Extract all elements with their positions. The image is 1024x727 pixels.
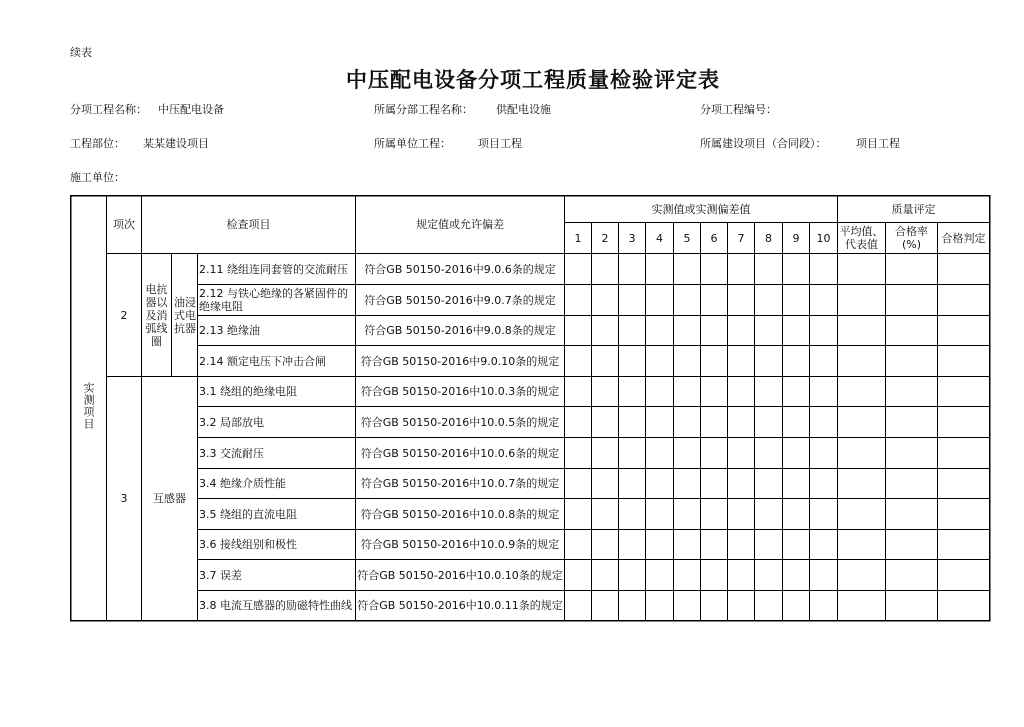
site-label: 工程部位： <box>70 137 125 150</box>
group2-no: 2 <box>120 308 128 322</box>
group2-category: 电抗器以及消弧线圈 <box>145 282 168 348</box>
measured-col-header: 7 <box>737 231 745 245</box>
spec-cell: 符合GB 50150-2016中10.0.7条的规定 <box>360 477 560 490</box>
spec-cell: 符合GB 50150-2016中9.0.6条的规定 <box>364 262 556 276</box>
header-avg: 平均值、代表值 <box>839 225 884 251</box>
unit-value: 项目工程 <box>478 137 522 150</box>
header-pass-rate: 合格率(%) <box>895 225 928 251</box>
header-item-no: 项次 <box>113 217 135 231</box>
check-item: 3.7 误差 <box>199 568 242 582</box>
spec-cell: 符合GB 50150-2016中10.0.6条的规定 <box>360 446 560 460</box>
sub-item-value: 中压配电设备 <box>158 103 224 116</box>
group2-subcategory: 油浸式电抗器 <box>174 295 196 335</box>
check-item: 3.3 交流耐压 <box>199 446 264 460</box>
header-judge: 合格判定 <box>941 231 986 245</box>
measured-col-header: 10 <box>816 231 831 245</box>
measured-col-header: 4 <box>656 231 663 245</box>
project-value: 项目工程 <box>856 137 900 150</box>
measured-col-header: 9 <box>792 231 800 245</box>
check-item: 3.5 绕组的直流电阻 <box>199 507 297 521</box>
spec-cell: 符合GB 50150-2016中10.0.3条的规定 <box>360 385 560 398</box>
header-check-item: 检查项目 <box>226 217 271 231</box>
measured-col-header: 1 <box>574 231 582 245</box>
check-item: 3.2 局部放电 <box>199 415 264 429</box>
spec-cell: 符合GB 50150-2016中9.0.7条的规定 <box>364 293 556 307</box>
spec-cell: 符合GB 50150-2016中9.0.10条的规定 <box>360 354 560 368</box>
sub-item-label: 分项工程名称： <box>70 103 147 116</box>
spec-cell: 符合GB 50150-2016中10.0.11条的规定 <box>357 599 563 612</box>
check-item: 3.1 绕组的绝缘电阻 <box>199 385 297 398</box>
page-title: 中压配电设备分项工程质量检验评定表 <box>346 68 720 92</box>
group3-category: 互感器 <box>153 492 186 505</box>
builder-label: 施工单位： <box>70 171 125 184</box>
unit-label: 所属单位工程： <box>374 137 451 150</box>
header-measured: 实测值或实测偏差值 <box>651 202 751 216</box>
measured-col-header: 8 <box>765 231 772 245</box>
part-label: 所属分部工程名称： <box>374 103 473 116</box>
code-label: 分项工程编号： <box>700 103 777 116</box>
project-label: 所属建设项目（合同段）： <box>700 137 827 150</box>
header-quality: 质量评定 <box>891 202 936 216</box>
continued-label: 续表 <box>70 46 92 59</box>
check-item: 2.14 额定电压下冲击合闸 <box>199 354 326 368</box>
spec-cell: 符合GB 50150-2016中9.0.8条的规定 <box>364 324 556 337</box>
measured-col-header: 3 <box>628 231 636 245</box>
header-spec: 规定值或允许偏差 <box>416 217 504 231</box>
check-item: 2.12 与铁心绝缘的各紧固件的绝缘电阻 <box>199 287 348 313</box>
spec-cell: 符合GB 50150-2016中10.0.10条的规定 <box>357 568 563 582</box>
site-value: 某某建设项目 <box>143 137 209 150</box>
measured-col-header: 5 <box>683 231 691 245</box>
spec-cell: 符合GB 50150-2016中10.0.9条的规定 <box>360 538 560 551</box>
check-item: 2.11 绕组连同套管的交流耐压 <box>199 262 348 276</box>
group3-no: 3 <box>120 492 128 505</box>
part-value: 供配电设施 <box>496 103 551 116</box>
check-item: 3.4 绝缘介质性能 <box>199 477 286 490</box>
spec-cell: 符合GB 50150-2016中10.0.5条的规定 <box>360 415 560 429</box>
measured-col-header: 6 <box>710 231 718 245</box>
side-label-measured-items: 实测项目 <box>82 382 95 430</box>
measured-col-header: 2 <box>601 231 609 245</box>
check-item: 3.8 电流互感器的励磁特性曲线 <box>199 599 352 612</box>
check-item: 2.13 绝缘油 <box>199 324 260 337</box>
spec-cell: 符合GB 50150-2016中10.0.8条的规定 <box>360 507 560 521</box>
check-item: 3.6 接线组别和极性 <box>199 538 297 551</box>
